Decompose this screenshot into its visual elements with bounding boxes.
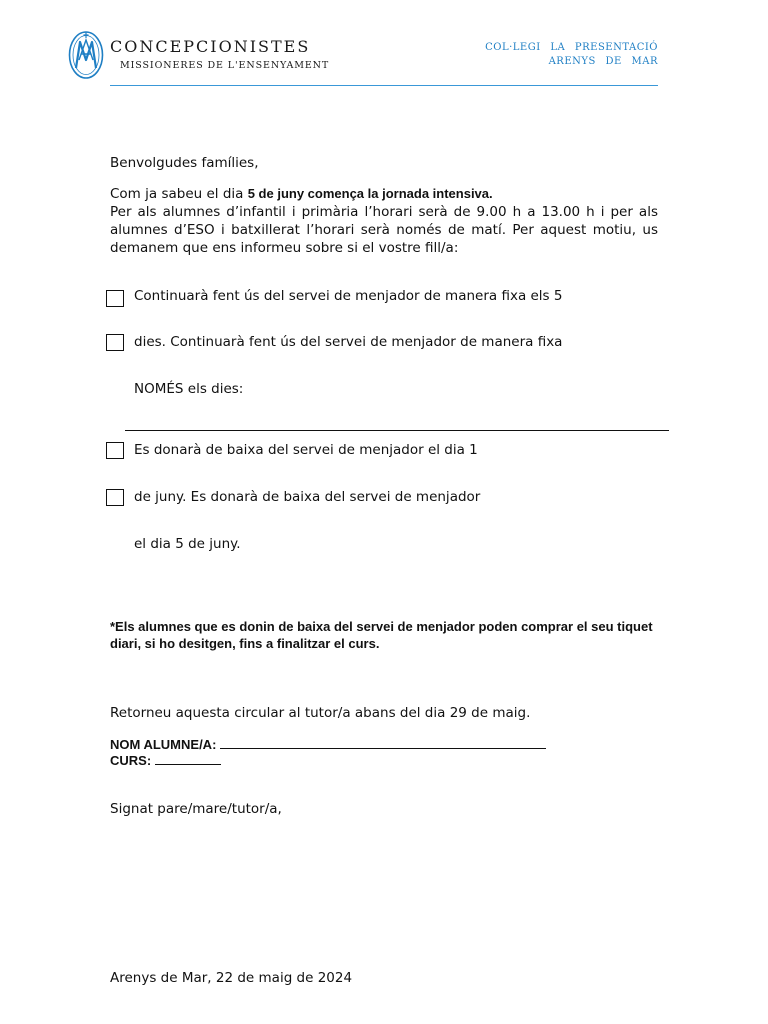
course-label: CURS:	[110, 753, 152, 768]
option-drop-june1-checkbox[interactable]	[106, 442, 124, 459]
student-name-label: NOM ALUMNE/A:	[110, 737, 217, 752]
days-fill-line[interactable]	[125, 430, 669, 431]
option-line-5: de juny. Es donarà de baixa del servei de menjador	[134, 489, 481, 505]
return-instruction: Retorneu aquesta circular al tutor/a abans del dia 29 de maig.	[110, 705, 531, 721]
body-paragraph: Per als alumnes d’infantil i primària l’horari serà de 9.00 h a 13.00 h i per als alumnes d’ESO i batxillerat l’horari serà només de matí. Per aquest motiu, us demanem que ens informeu sobre si el vostre fill/a:	[110, 204, 658, 256]
option-line-2: dies. Continuarà fent ús del servei de menjador de manera fixa	[134, 334, 563, 350]
place-date: Arenys de Mar, 22 de maig de 2024	[110, 970, 353, 986]
intro-post: .	[489, 186, 493, 201]
option-line-4: Es donarà de baixa del servei de menjador el dia 1	[134, 442, 478, 458]
option-some-days-checkbox[interactable]	[106, 334, 124, 351]
header-divider	[110, 85, 658, 86]
course-line[interactable]	[155, 752, 221, 765]
monogram-am-logo	[68, 30, 104, 80]
intro-line	[110, 185, 658, 203]
option-fixed-checkbox[interactable]	[106, 290, 124, 307]
school-name	[485, 41, 658, 69]
signature-label: Signat pare/mare/tutor/a,	[110, 801, 282, 817]
intro-pre: Com ja sabeu el dia	[110, 186, 248, 202]
school-name-line1: COL·LEGI LA PRESENTACIÓ	[485, 42, 658, 53]
school-name-line2: ARENYS DE MAR	[548, 56, 658, 67]
option-line-6: el dia 5 de juny.	[134, 536, 241, 552]
option-line-3: NOMÉS els dies:	[134, 381, 244, 397]
intro-bold: 5 de juny comença la jornada intensiva	[247, 186, 490, 201]
canteen-note: *Els alumnes que es donin de baixa del servei de menjador poden comprar el seu tiquet diari, si ho desitgen, fins a finalitzar el curs.	[110, 619, 653, 651]
student-name-line[interactable]	[220, 736, 546, 749]
course-field	[110, 752, 221, 768]
option-drop-june5-checkbox[interactable]	[106, 489, 124, 506]
student-name-field	[110, 736, 546, 752]
org-subtitle: MISSIONERES DE L'ENSENYAMENT	[120, 60, 330, 71]
org-name: CONCEPCIONISTES	[110, 37, 311, 56]
option-line-1: Continuarà fent ús del servei de menjador de manera fixa els 5	[134, 288, 563, 304]
greeting: Benvolgudes famílies,	[110, 155, 259, 171]
